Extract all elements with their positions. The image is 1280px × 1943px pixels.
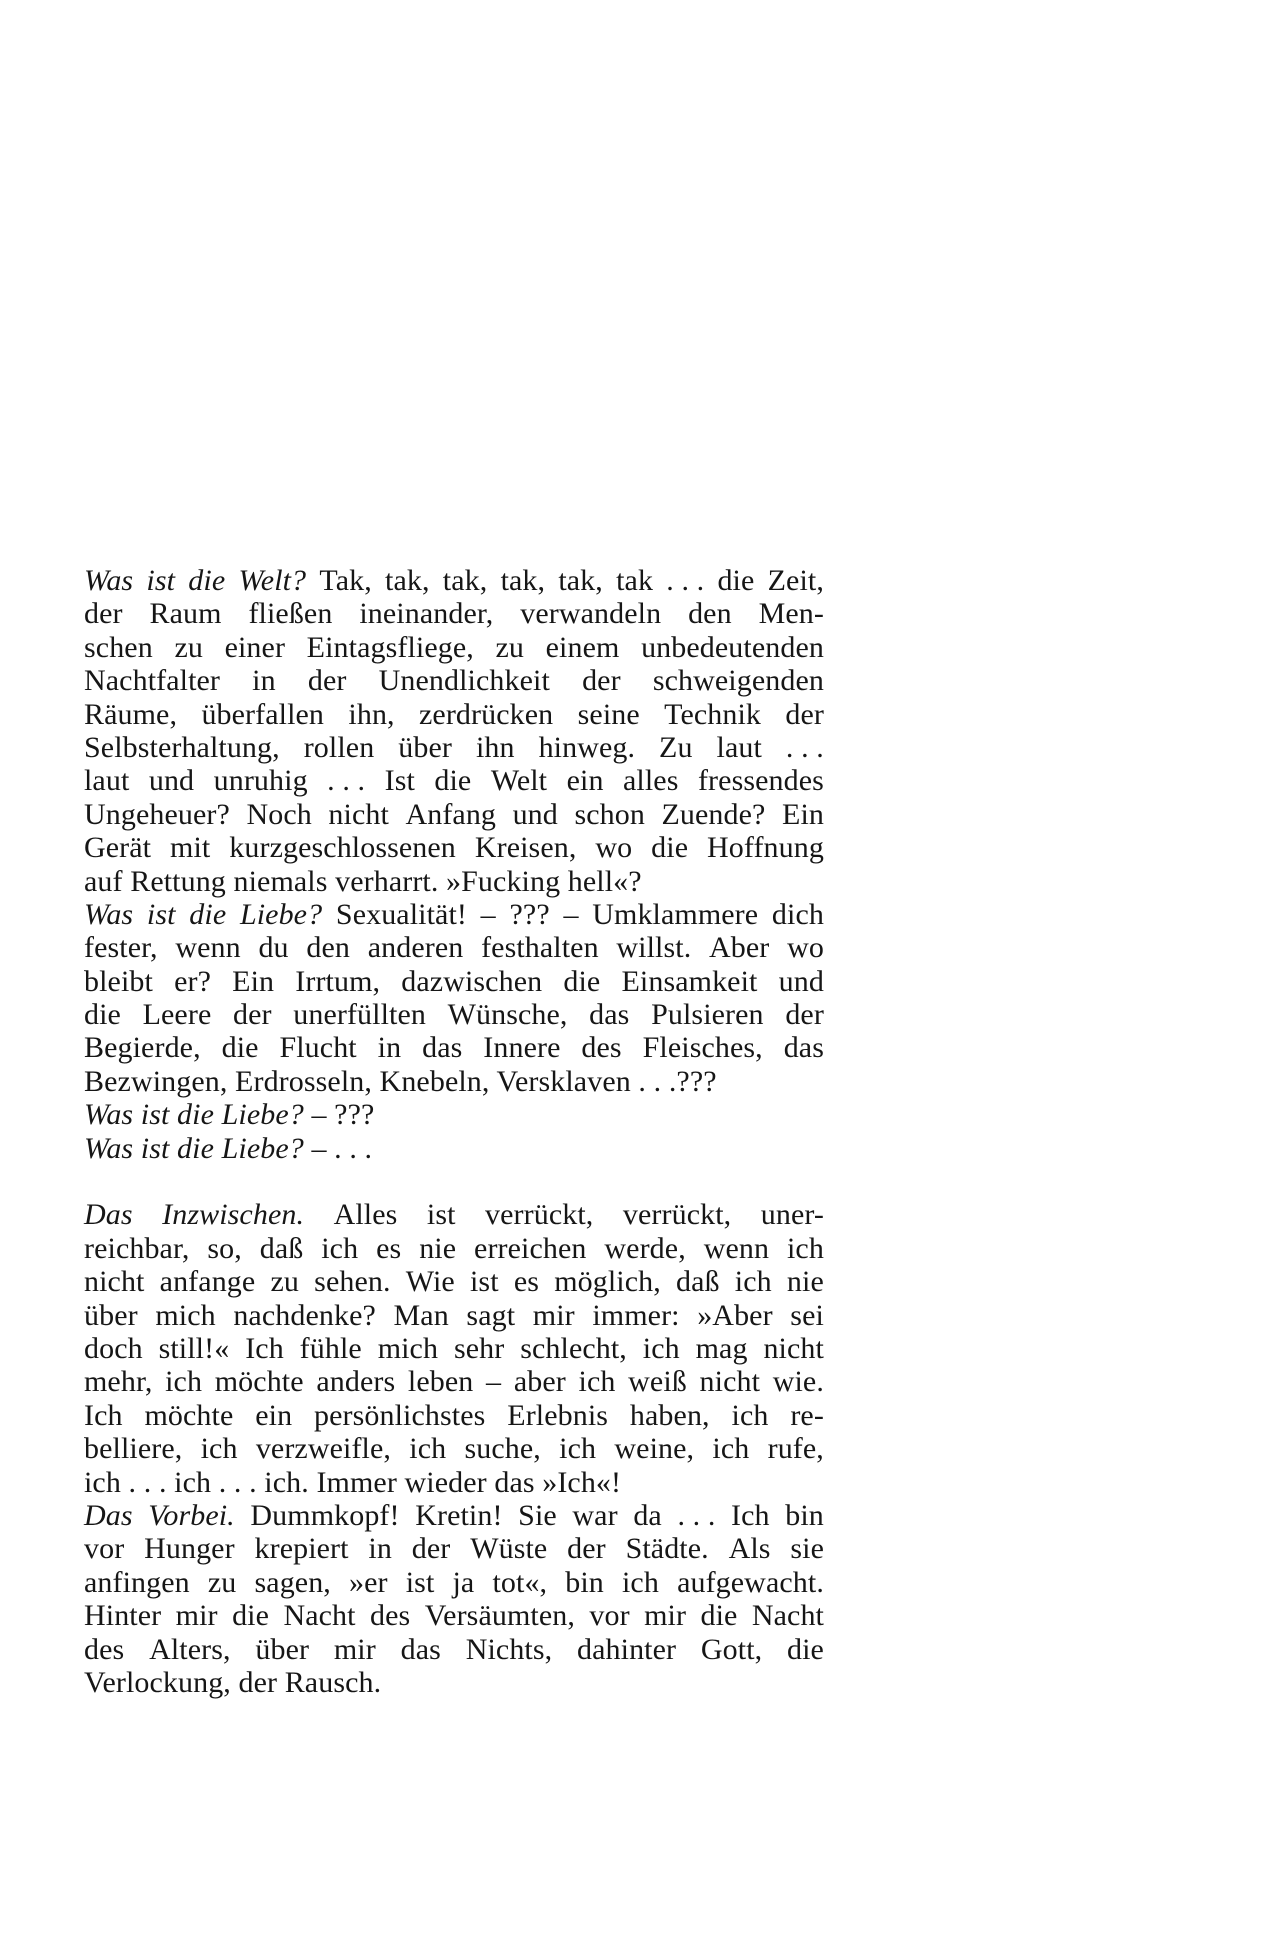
word: anfingen bbox=[84, 1565, 190, 1599]
word: bin bbox=[785, 1498, 824, 1532]
text-line bbox=[84, 898, 824, 931]
word: das bbox=[422, 1031, 463, 1065]
text-line bbox=[84, 865, 824, 898]
text-line bbox=[84, 1065, 824, 1098]
word: verrückt, bbox=[622, 1198, 732, 1232]
word: in bbox=[368, 1532, 392, 1566]
word: sehen. bbox=[314, 1265, 391, 1299]
word: anderen bbox=[367, 931, 464, 965]
word: ich bbox=[731, 1398, 769, 1432]
word: – bbox=[563, 897, 579, 931]
word: die bbox=[434, 764, 472, 798]
word: schlecht, bbox=[520, 1331, 627, 1365]
italic-word: Welt? bbox=[238, 564, 307, 597]
word: in bbox=[377, 1031, 402, 1065]
word: und bbox=[148, 764, 195, 798]
italic-word: Was bbox=[84, 564, 134, 597]
word: ich bbox=[409, 1432, 447, 1466]
word: die bbox=[787, 1632, 824, 1666]
word: tak, bbox=[558, 564, 603, 597]
word: schon bbox=[574, 797, 645, 831]
word: bleibt bbox=[84, 964, 153, 998]
italic-word: Was ist die Liebe? bbox=[84, 1098, 304, 1132]
word: Begierde, bbox=[84, 1031, 201, 1065]
word: suche, bbox=[464, 1432, 541, 1466]
word: – bbox=[480, 897, 496, 931]
text-line bbox=[84, 698, 824, 731]
word: willst. bbox=[616, 931, 692, 965]
italic-word: Vorbei. bbox=[148, 1498, 235, 1532]
word: unerfüllten bbox=[293, 998, 426, 1032]
word: zu bbox=[270, 1265, 299, 1299]
word: Versäumten, bbox=[424, 1599, 575, 1633]
word: und bbox=[512, 797, 558, 831]
word: nicht bbox=[84, 1265, 145, 1299]
word: sehr bbox=[453, 1331, 505, 1365]
word: ich bbox=[559, 1432, 597, 1466]
word: der bbox=[307, 664, 347, 698]
word: der bbox=[411, 1532, 451, 1566]
word: möchte bbox=[214, 1365, 304, 1399]
text-line bbox=[84, 931, 824, 964]
word: Man bbox=[393, 1298, 449, 1332]
word: doch bbox=[84, 1331, 143, 1365]
text-line bbox=[84, 764, 824, 797]
word: möchte bbox=[144, 1398, 234, 1432]
word: die bbox=[563, 964, 601, 998]
word: anders bbox=[316, 1365, 396, 1399]
text-line bbox=[84, 1098, 824, 1131]
text-line bbox=[84, 1633, 824, 1666]
word: Hoffnung bbox=[707, 831, 824, 865]
word: Wie bbox=[405, 1265, 455, 1299]
word: »Aber bbox=[697, 1298, 773, 1332]
word: Ich bbox=[245, 1331, 284, 1365]
word: Ein bbox=[782, 797, 824, 831]
word: du bbox=[258, 931, 289, 965]
word: weiß bbox=[628, 1365, 687, 1399]
word: sagt bbox=[466, 1298, 516, 1332]
word: mich bbox=[377, 1331, 439, 1365]
word: hinweg. bbox=[538, 730, 636, 764]
italic-word: Das bbox=[84, 1498, 133, 1532]
text-line bbox=[84, 731, 824, 764]
word: mir bbox=[333, 1632, 376, 1666]
word: – ??? bbox=[303, 1098, 375, 1132]
word: sei bbox=[790, 1298, 824, 1332]
word: war bbox=[572, 1498, 618, 1532]
italic-word: die bbox=[188, 564, 226, 597]
word: vor bbox=[84, 1532, 125, 1566]
word: Nachtfalter bbox=[84, 664, 221, 698]
word: zu bbox=[174, 630, 203, 664]
word: Innere bbox=[483, 1031, 561, 1065]
word: überfallen bbox=[201, 697, 325, 731]
text-line bbox=[84, 831, 824, 864]
word: wenn bbox=[175, 931, 241, 965]
word: Raum bbox=[149, 597, 222, 631]
word: anfange bbox=[159, 1265, 256, 1299]
word: still!« bbox=[158, 1331, 230, 1365]
word: mir bbox=[532, 1298, 575, 1332]
word: Dummkopf! bbox=[250, 1498, 400, 1532]
word: Sexualität! bbox=[335, 897, 467, 931]
word: auf Rettung niemals verharrt. »Fucking hell«? bbox=[84, 864, 642, 898]
word: der bbox=[567, 1532, 606, 1566]
word: ihn, bbox=[348, 697, 395, 731]
word: über bbox=[398, 730, 452, 764]
word: tot«, bbox=[492, 1565, 548, 1599]
word: Zeit, bbox=[767, 564, 824, 597]
word: Nacht bbox=[751, 1599, 824, 1633]
word: dich bbox=[771, 897, 824, 931]
word: Wüste bbox=[470, 1532, 548, 1566]
word: erreichen bbox=[474, 1231, 587, 1265]
word: nicht bbox=[763, 1331, 824, 1365]
word: haben, bbox=[629, 1398, 710, 1432]
word: ich bbox=[578, 1365, 616, 1399]
word: wie. bbox=[772, 1365, 824, 1399]
word: nachdenke? bbox=[233, 1298, 376, 1332]
word: verrückt, bbox=[485, 1198, 594, 1232]
word: die bbox=[651, 831, 689, 865]
word: fester, bbox=[84, 931, 158, 965]
word: ich bbox=[712, 1432, 750, 1466]
word: Ich bbox=[731, 1498, 770, 1532]
word: ich bbox=[786, 1231, 824, 1265]
text-line bbox=[84, 1299, 824, 1332]
italic-word: Inzwischen. bbox=[162, 1198, 305, 1232]
word: der bbox=[785, 998, 824, 1032]
word: unruhig bbox=[213, 764, 308, 798]
text-line bbox=[84, 1532, 824, 1565]
word: uner- bbox=[760, 1198, 824, 1232]
word: seine bbox=[577, 697, 640, 731]
word: Ungeheuer? bbox=[84, 797, 230, 831]
word: mir bbox=[644, 1599, 687, 1633]
word: ein bbox=[566, 764, 604, 798]
word: krepiert bbox=[254, 1532, 349, 1566]
word: Ich bbox=[84, 1398, 123, 1432]
word: rollen bbox=[303, 730, 375, 764]
word: . . . bbox=[327, 764, 366, 798]
word: möglich, bbox=[554, 1265, 661, 1299]
word: zerdrücken bbox=[419, 697, 554, 731]
italic-word: Was ist die Liebe? bbox=[84, 1131, 304, 1165]
word: tak bbox=[616, 564, 654, 597]
word: der bbox=[785, 697, 824, 731]
word: daß bbox=[259, 1231, 304, 1265]
word: die bbox=[221, 1031, 259, 1065]
word: . . . bbox=[785, 730, 824, 764]
word: ich bbox=[165, 1365, 203, 1399]
word: den bbox=[306, 931, 350, 965]
word: nie bbox=[786, 1265, 824, 1299]
text-line bbox=[84, 1399, 824, 1432]
word: die bbox=[700, 1599, 738, 1633]
word: fressendes bbox=[697, 764, 824, 798]
word: nie bbox=[419, 1231, 457, 1265]
word: ineinander, bbox=[359, 597, 494, 631]
word: ist bbox=[405, 1565, 435, 1599]
word: tak, bbox=[442, 564, 488, 597]
text-line bbox=[84, 1198, 824, 1231]
word: des bbox=[84, 1632, 125, 1666]
word: Räume, bbox=[84, 697, 178, 731]
word: der bbox=[84, 597, 123, 631]
word: . . . bbox=[677, 1498, 716, 1532]
word: fühle bbox=[299, 1331, 362, 1365]
word: reichbar, bbox=[84, 1231, 190, 1265]
word: Sie bbox=[518, 1498, 557, 1532]
italic-word: ist bbox=[146, 897, 176, 931]
word: vor bbox=[589, 1599, 630, 1633]
word: Gott, bbox=[700, 1632, 763, 1666]
text-line bbox=[84, 965, 824, 998]
italic-word: ist bbox=[146, 564, 176, 597]
body-text bbox=[84, 564, 824, 1699]
word: alles bbox=[623, 764, 679, 798]
word: wenn bbox=[703, 1231, 770, 1265]
word: er? bbox=[174, 964, 211, 998]
word: Nichts, bbox=[465, 1632, 553, 1666]
word: Kreisen, bbox=[474, 831, 577, 865]
word: Zuende? bbox=[661, 797, 766, 831]
text-line bbox=[84, 1466, 824, 1499]
word: das bbox=[783, 1031, 824, 1065]
word: ich . . . ich . . . ich. Immer wieder das »Ich«! bbox=[84, 1465, 622, 1499]
text-line bbox=[84, 1332, 824, 1365]
word: Nacht bbox=[283, 1599, 356, 1633]
text-line bbox=[84, 798, 824, 831]
word: da bbox=[633, 1498, 662, 1532]
paragraph bbox=[84, 564, 824, 1165]
word: rufe, bbox=[767, 1432, 824, 1466]
word: aufgewacht. bbox=[677, 1565, 824, 1599]
word: kurzgeschlossenen bbox=[229, 831, 456, 865]
text-line bbox=[84, 631, 824, 664]
word: mich bbox=[155, 1298, 216, 1332]
text-line bbox=[84, 597, 824, 630]
word: Städte. bbox=[625, 1532, 709, 1566]
word: Als bbox=[728, 1532, 771, 1566]
word: verwandeln bbox=[520, 597, 662, 631]
word: Ist bbox=[384, 764, 415, 798]
word: tak, bbox=[385, 564, 430, 597]
word: Alles bbox=[333, 1198, 398, 1232]
word: . . . bbox=[666, 564, 705, 597]
word: dazwischen bbox=[401, 964, 543, 998]
word: nicht bbox=[699, 1365, 761, 1399]
word: festhalten bbox=[481, 931, 599, 965]
text-line bbox=[84, 1566, 824, 1599]
word: Einsamkeit bbox=[621, 964, 758, 998]
word: ein bbox=[255, 1398, 293, 1432]
word: schweigenden bbox=[652, 664, 824, 698]
word: aber bbox=[513, 1365, 566, 1399]
word: ja bbox=[452, 1565, 475, 1599]
text-line bbox=[84, 998, 824, 1031]
word: unbedeutenden bbox=[641, 630, 824, 664]
word: mir bbox=[175, 1599, 218, 1633]
text-line bbox=[84, 1599, 824, 1632]
word: laut bbox=[716, 730, 762, 764]
word: Leere bbox=[142, 998, 212, 1032]
word: die bbox=[717, 564, 755, 597]
word: Erlebnis bbox=[507, 1398, 609, 1432]
word: Verlockung, der Rausch. bbox=[84, 1665, 382, 1699]
word: Pulsieren bbox=[651, 998, 764, 1032]
word: sie bbox=[790, 1532, 824, 1566]
word: ich bbox=[200, 1432, 238, 1466]
word: mag bbox=[695, 1331, 748, 1365]
text-line bbox=[84, 1666, 824, 1699]
word: belliere, bbox=[84, 1432, 183, 1466]
word: in bbox=[252, 664, 276, 698]
word: – . . . bbox=[303, 1131, 373, 1165]
italic-word: Was bbox=[84, 897, 134, 931]
word: wo bbox=[787, 931, 824, 965]
word: persönlichstes bbox=[314, 1398, 486, 1432]
word: Technik bbox=[664, 697, 762, 731]
word: ist bbox=[426, 1198, 456, 1232]
text-line bbox=[84, 664, 824, 697]
word: Wünsche, bbox=[447, 998, 568, 1032]
word: wo bbox=[595, 831, 633, 865]
word: leben bbox=[407, 1365, 474, 1399]
word: mit bbox=[170, 831, 211, 865]
word: sagen, bbox=[254, 1565, 331, 1599]
italic-word: die bbox=[189, 897, 227, 931]
word: über bbox=[255, 1632, 310, 1666]
word: laut bbox=[84, 764, 130, 798]
word: Hinter bbox=[84, 1599, 162, 1633]
word: bin bbox=[565, 1565, 604, 1599]
word: Alters, bbox=[149, 1632, 231, 1666]
word: fließen bbox=[248, 597, 333, 631]
word: ihn bbox=[475, 730, 515, 764]
text-line bbox=[84, 1365, 824, 1398]
word: Tak, bbox=[319, 564, 372, 597]
word: Zu bbox=[659, 730, 693, 764]
word: ich bbox=[642, 1331, 680, 1365]
word: Selbsterhaltung, bbox=[84, 730, 280, 764]
word: Bezwingen, Erdrosseln, Knebeln, Versklaven . . .??? bbox=[84, 1064, 717, 1098]
word: Hunger bbox=[144, 1532, 235, 1566]
text-line bbox=[84, 1265, 824, 1298]
word: das bbox=[400, 1632, 441, 1666]
word: zu bbox=[207, 1565, 237, 1599]
word: dahinter bbox=[577, 1632, 677, 1666]
word: Anfang bbox=[405, 797, 497, 831]
word: Noch bbox=[246, 797, 312, 831]
word: Ein bbox=[232, 964, 275, 998]
word: Aber bbox=[709, 931, 770, 965]
italic-word: Das bbox=[84, 1198, 133, 1232]
text-line bbox=[84, 564, 824, 597]
word: Eintagsfliege, bbox=[306, 630, 474, 664]
word: so, bbox=[207, 1231, 242, 1265]
word: Kretin! bbox=[415, 1498, 503, 1532]
word: das bbox=[589, 998, 630, 1032]
italic-word: Liebe? bbox=[239, 897, 323, 931]
word: verzweifle, bbox=[255, 1432, 392, 1466]
word: nicht bbox=[328, 797, 389, 831]
word: einem bbox=[545, 630, 620, 664]
word: den bbox=[688, 597, 732, 631]
word: Irrtum, bbox=[295, 964, 381, 998]
word: zu bbox=[495, 630, 524, 664]
word: tak, bbox=[500, 564, 546, 597]
word: der bbox=[582, 664, 621, 698]
word: Flucht bbox=[279, 1031, 357, 1065]
word: einer bbox=[224, 630, 286, 664]
word: ich bbox=[734, 1265, 772, 1299]
word: Unendlichkeit bbox=[378, 664, 550, 698]
word: ich bbox=[321, 1231, 359, 1265]
word: es bbox=[513, 1265, 540, 1299]
word: des bbox=[370, 1599, 411, 1633]
word: ??? bbox=[509, 897, 550, 931]
text-line bbox=[84, 1132, 824, 1165]
word: Umklammere bbox=[592, 897, 759, 931]
word: daß bbox=[676, 1265, 720, 1299]
word: Welt bbox=[490, 764, 548, 798]
text-line bbox=[84, 1499, 824, 1532]
word: Fleisches, bbox=[642, 1031, 763, 1065]
word: mehr, bbox=[84, 1365, 153, 1399]
word: re- bbox=[790, 1398, 824, 1432]
word: Gerät bbox=[84, 831, 152, 865]
word: werde, bbox=[604, 1231, 686, 1265]
word: – bbox=[486, 1365, 502, 1399]
paragraph-gap bbox=[84, 1165, 824, 1198]
word: schen bbox=[84, 630, 153, 664]
word: ist bbox=[470, 1265, 499, 1299]
word: und bbox=[778, 964, 824, 998]
word: es bbox=[376, 1231, 402, 1265]
word: immer: bbox=[592, 1298, 680, 1332]
word: die bbox=[232, 1599, 270, 1633]
word: die bbox=[84, 998, 121, 1032]
word: der bbox=[233, 998, 272, 1032]
paragraph bbox=[84, 1198, 824, 1699]
word: über bbox=[84, 1298, 138, 1332]
word: weine, bbox=[614, 1432, 695, 1466]
word: Men- bbox=[758, 597, 824, 631]
word: ich bbox=[622, 1565, 659, 1599]
text-line bbox=[84, 1432, 824, 1465]
word: des bbox=[581, 1031, 622, 1065]
word: »er bbox=[349, 1565, 388, 1599]
text-line bbox=[84, 1031, 824, 1064]
text-line bbox=[84, 1232, 824, 1265]
